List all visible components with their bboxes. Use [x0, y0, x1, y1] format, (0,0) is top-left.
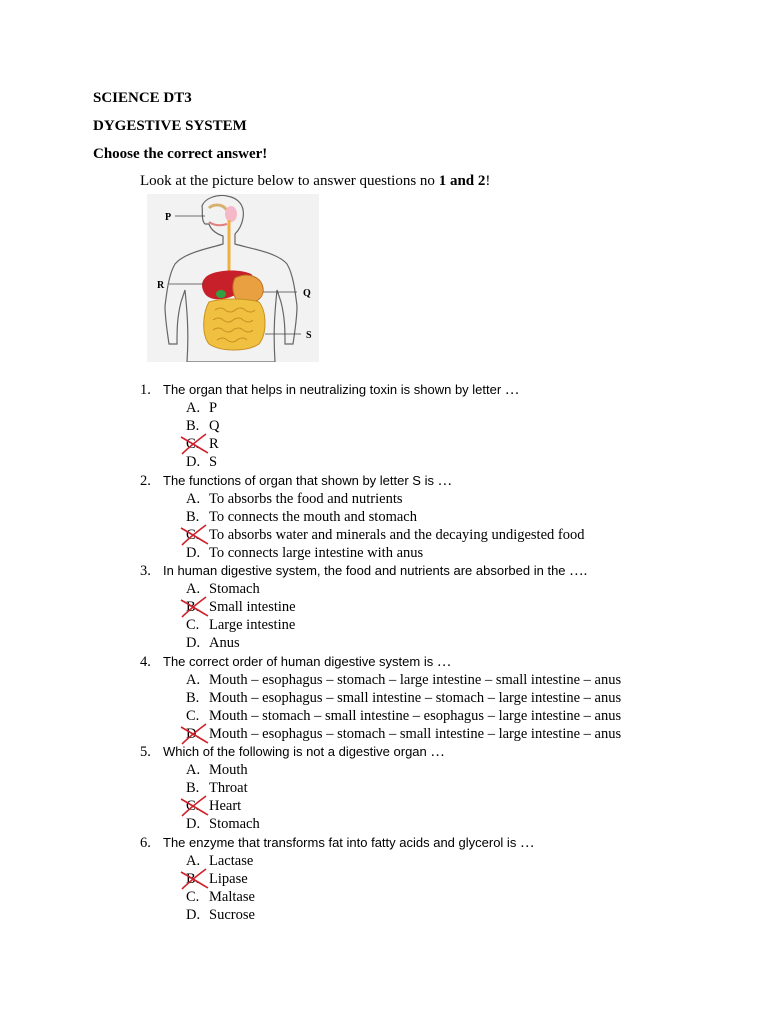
question-stem: The organ that helps in neutralizing toxin is shown by letter: [163, 382, 502, 397]
question-ellipsis: …: [433, 654, 452, 670]
intro-bold: 1 and 2: [438, 173, 486, 189]
option-text: Mouth – stomach – small intestine – esophagus – large intestine – anus: [209, 708, 622, 725]
option-letter: D.: [186, 454, 201, 471]
question-text: [163, 743, 445, 761]
option-letter: D.: [186, 816, 201, 833]
option-text: Lipase: [209, 871, 248, 888]
option-letter: C.: [186, 617, 200, 634]
question-ellipsis: …: [426, 744, 445, 760]
option-letter: C.: [186, 436, 200, 453]
question-stem: The functions of organ that shown by letter S is: [163, 473, 434, 488]
option-text: S: [209, 454, 218, 471]
option-text: Stomach: [209, 816, 260, 833]
question-stem: The enzyme that transforms fat into fatty acids and glycerol is: [163, 835, 517, 850]
option-text: R: [209, 436, 219, 453]
option-letter: A.: [186, 762, 201, 779]
cross-mark-icon: [178, 433, 212, 455]
label-q: Q: [303, 288, 311, 299]
option-letter: B.: [186, 690, 200, 707]
option-letter: B.: [186, 418, 200, 435]
option-text: Heart: [209, 798, 242, 815]
option-letter: B.: [186, 780, 200, 797]
option-letter: D.: [186, 635, 201, 652]
option-letter: C.: [186, 527, 200, 544]
label-r: R: [157, 280, 165, 291]
intestine-shape: [204, 299, 265, 350]
instruction-heading: Choose the correct answer!: [93, 146, 268, 162]
intro-instruction: [140, 172, 490, 190]
question-stem: In human digestive system, the food and nutrients are absorbed in the: [163, 563, 566, 578]
option-text: Mouth – esophagus – small intestine – stomach – large intestine – anus: [209, 690, 622, 707]
option-letter: A.: [186, 400, 201, 417]
option-letter: A.: [186, 581, 201, 598]
option-text: Maltase: [209, 889, 255, 906]
cross-mark-icon: [178, 596, 212, 618]
option-letter: A.: [186, 672, 201, 689]
question-number: 4.: [140, 654, 151, 670]
option-letter: A.: [186, 491, 201, 508]
salivary-gland: [225, 206, 237, 222]
option-text: Mouth – esophagus – stomach – small intestine – large intestine – anus: [209, 726, 622, 743]
label-s: S: [306, 330, 312, 341]
question-number: 6.: [140, 835, 151, 851]
option-text: Sucrose: [209, 907, 255, 924]
option-text: Q: [209, 418, 220, 435]
intro-suffix: !: [485, 173, 491, 189]
option-text: To connects the mouth and stomach: [209, 509, 417, 526]
option-text: Small intestine: [209, 599, 296, 616]
option-text: To connects large intestine with anus: [209, 545, 424, 562]
option-text: Mouth: [209, 762, 248, 779]
question-number: 2.: [140, 473, 151, 489]
question-ellipsis: ….: [565, 563, 588, 579]
question-text: [163, 472, 452, 490]
question-ellipsis: …: [501, 382, 520, 398]
question-text: [163, 562, 587, 580]
option-text: Lactase: [209, 853, 254, 870]
option-text: Mouth – esophagus – stomach – large intestine – small intestine – anus: [209, 672, 622, 689]
option-letter: C.: [186, 798, 200, 815]
option-text: To absorbs the food and nutrients: [209, 491, 403, 508]
option-letter: B.: [186, 509, 200, 526]
cross-mark-icon: [178, 795, 212, 817]
question-number: 5.: [140, 744, 151, 760]
option-text: Stomach: [209, 581, 260, 598]
question-stem: The correct order of human digestive system is: [163, 654, 434, 669]
option-text: Anus: [209, 635, 240, 652]
question-text: [163, 834, 534, 852]
option-text: P: [209, 400, 218, 417]
option-text: Throat: [209, 780, 248, 797]
option-letter: C.: [186, 889, 200, 906]
option-text: To absorbs water and minerals and the decaying undigested food: [209, 527, 585, 544]
question-number: 3.: [140, 563, 151, 579]
option-letter: D.: [186, 726, 201, 743]
option-letter: B.: [186, 871, 200, 888]
question-stem: Which of the following is not a digestive organ: [163, 744, 427, 759]
option-letter: B.: [186, 599, 200, 616]
question-ellipsis: …: [516, 835, 535, 851]
label-p: P: [165, 212, 172, 223]
digestive-system-diagram: [147, 194, 319, 362]
subject-heading: SCIENCE DT3: [93, 90, 192, 106]
cross-mark-icon: [178, 868, 212, 890]
question-text: [163, 381, 519, 399]
option-letter: D.: [186, 545, 201, 562]
option-letter: C.: [186, 708, 200, 725]
question-ellipsis: …: [433, 473, 453, 489]
question-number: 1.: [140, 382, 151, 398]
question-text: [163, 653, 451, 671]
cross-mark-icon: [178, 524, 212, 546]
gall-bladder-shape: [216, 290, 226, 298]
topic-heading: DYGESTIVE SYSTEM: [93, 118, 247, 134]
option-text: Large intestine: [209, 617, 296, 634]
intro-text: Look at the picture below to answer questions no: [140, 173, 439, 189]
option-letter: D.: [186, 907, 201, 924]
diagram-illustration: [147, 194, 319, 362]
option-letter: A.: [186, 853, 201, 870]
